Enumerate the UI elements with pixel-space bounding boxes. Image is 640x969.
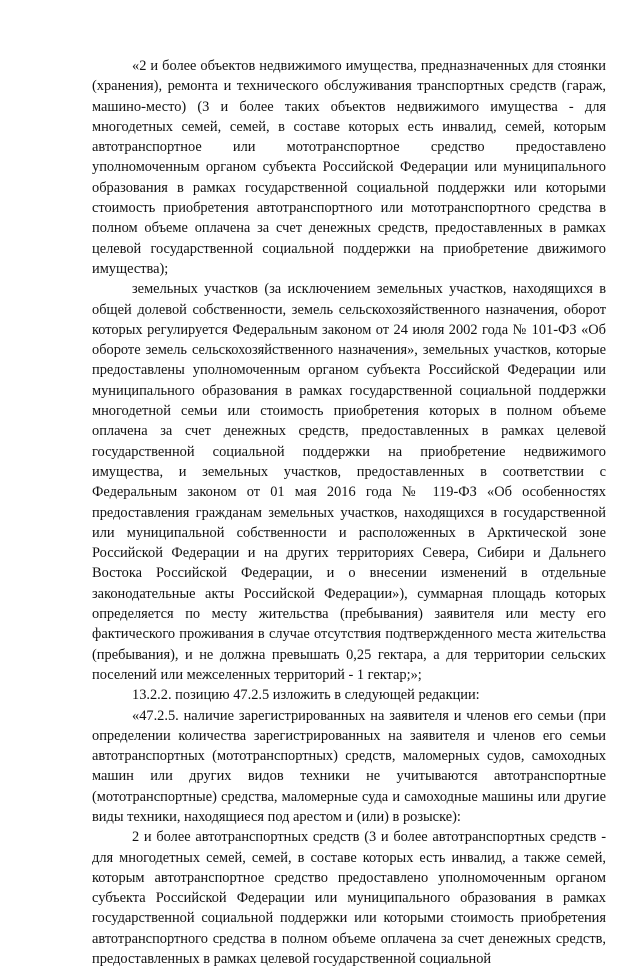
paragraph-parking-property: «2 и более объектов недвижимого имущества, предназначенных для стоянки (хранения), ремонта и технического обслуживания транспортных средств (гараж, машино-место) (3 и более таких объектов недвижимого имущества - для многодетных семей, семей, в составе которых есть инвалид, семей, которым автотранспортное или мототранспортное средство предоставлено уполномоченным органом субъекта Российской Федерации или муниципального образования в рамках государственной социальной поддержки или которыми стоимость приобретения автотранспортного или мототранспортного средства в полном объеме оплачена за счет денежных средств, предоставленных в рамках целевой государственной социальной поддержки на приобретение движимого имущества);: [92, 58, 606, 277]
document-body: [92, 56, 606, 969]
paragraph-position-47-2-5-intro: 13.2.2. позицию 47.2.5 изложить в следующей редакции:: [132, 687, 480, 704]
paragraph-land-plots: земельных участков (за исключением земельных участков, находящихся в общей долевой собственности, земель сельскохозяйственного назначения, оборот которых регулируется Федеральным законом от 24 июля 2002 года № 101-ФЗ «Об обороте земель сельскохозяйственного назначения», земельных участков, которые предоставлены уполномоченным органом субъекта Российской Федерации или муниципального образования в рамках государственной социальной поддержки многодетной семьи или стоимость приобретения которых в полном объеме оплачена за счет денежных средств, предоставленных в рамках целевой государственной социальной поддержки на приобретение недвижимого имущества, и земельных участков, предоставленных в соответствии с Федеральным законом от 01 мая 2016 года № 119-ФЗ «Об особенностях предоставления гражданам земельных участков, находящихся в государственной или муниципальной собственности и расположенных в Арктической зоне Российской Федерации и на других территориях Севера, Сибири и Дальнего Востока Российской Федерации, и о внесении изменений в отдельные законодательные акты Российской Федерации»), суммарная площадь которых определяется по месту жительства (пребывания) заявителя или месту его фактического проживания в случае отсутствия подтвержденного места жительства (пребывания), и не должна превышать 0,25 гектара, а для территории сельских поселений или межселенных территорий - 1 гектар;»;: [92, 281, 606, 683]
paragraph-two-or-more-vehicles: 2 и более автотранспортных средств (3 и более автотранспортных средств - для многодетных семей, семей, в составе которых есть инвалид, а также семей, которым автотранспортное средство предоставлено уполномоченным органом субъекта Российской Федерации или муниципального образования в рамках государственной социальной поддержки или которыми стоимость приобретения автотранспортного средства в полном объеме оплачена за счет денежных средств, предоставленных в рамках целевой государственной социальной: [92, 829, 606, 968]
paragraph-registered-vehicles: «47.2.5. наличие зарегистрированных на заявителя и членов его семьи (при определении количества зарегистрированных на заявителя и членов его семьи автотранспортных (мототранспортных) средств, маломерных судов, самоходных машин или других видов техники не учитываются автотранспортные (мототранспортные) средства, маломерные суда и самоходные машины или другие виды техники, находящиеся под арестом и (или) в розыске):: [92, 707, 606, 825]
